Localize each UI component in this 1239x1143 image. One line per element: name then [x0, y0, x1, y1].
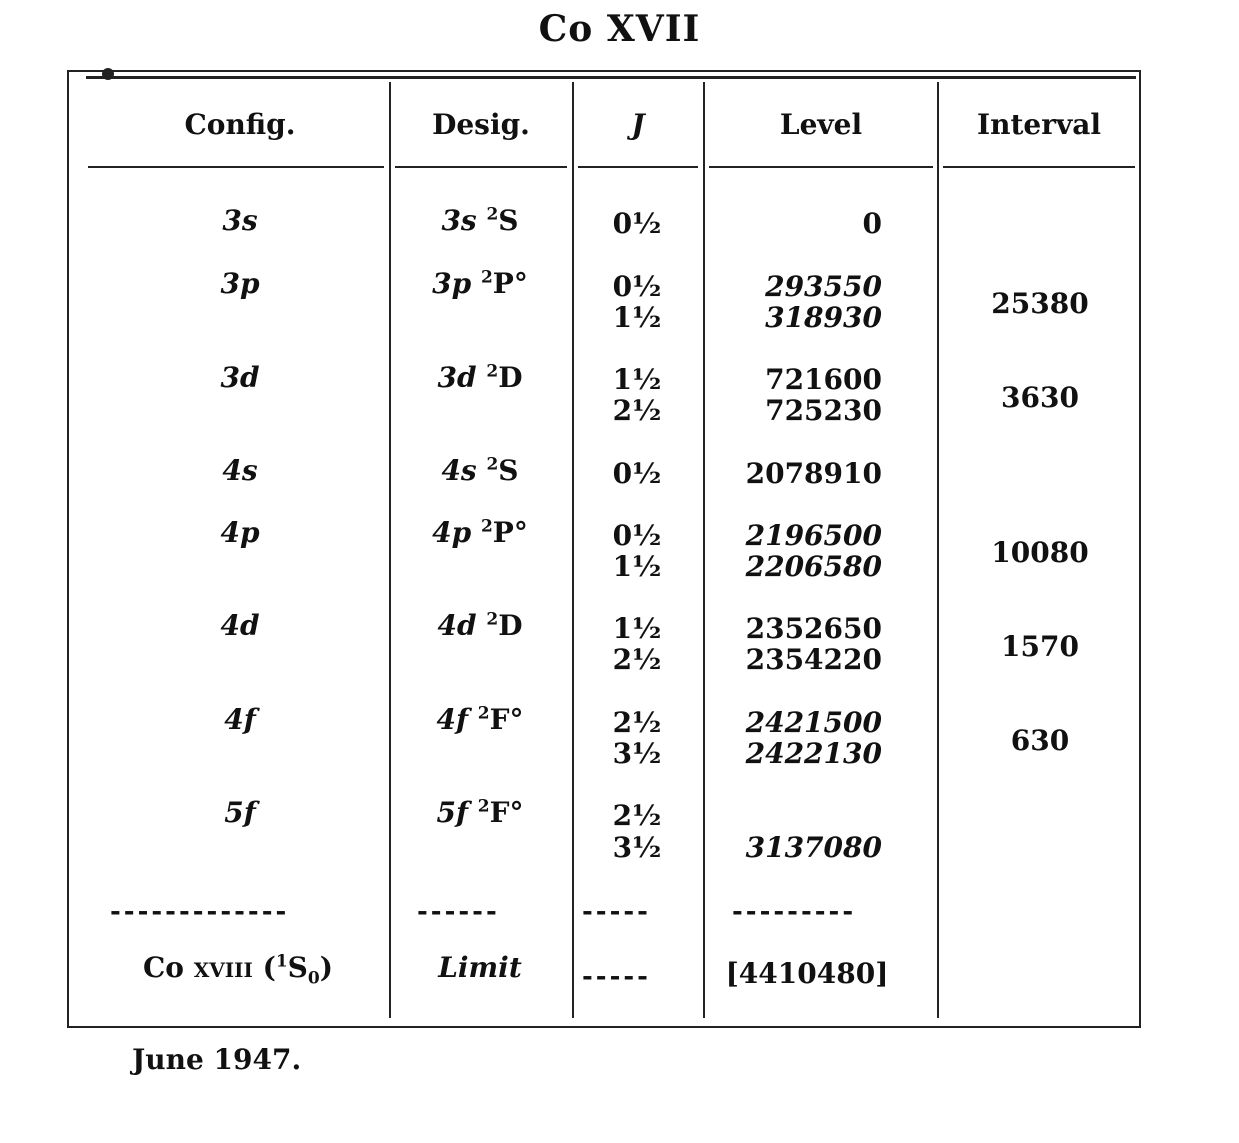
term-multiplicity: 2 — [477, 703, 490, 724]
level-value: 2206580 — [745, 550, 882, 583]
j-value: 2½ — [612, 643, 662, 676]
j-value: 3½ — [612, 831, 662, 864]
desig-config: 4f — [436, 703, 469, 736]
limit-term-multiplicity: 1 — [275, 951, 288, 972]
term-symbol: P° — [492, 267, 528, 300]
j-value: 0½ — [612, 207, 662, 240]
limit-element: Co — [143, 951, 184, 984]
config-cell: 3s — [222, 204, 258, 237]
j-value: 1½ — [612, 612, 662, 645]
limit-level: [4410480] — [725, 957, 889, 990]
level-value: 721600 — [765, 363, 882, 396]
column-divider — [572, 82, 574, 1018]
term-multiplicity: 2 — [486, 204, 499, 225]
limit-term: S — [287, 951, 308, 984]
term-multiplicity: 2 — [480, 516, 493, 537]
header-rule — [395, 166, 567, 168]
level-value: 2196500 — [745, 519, 882, 552]
header-interval: Interval — [976, 108, 1101, 141]
j-value: 0½ — [612, 519, 662, 552]
level-value: 2422130 — [745, 737, 882, 770]
ink-dot — [102, 68, 114, 80]
j-value: 2½ — [612, 394, 662, 427]
desig-config: 5f — [436, 796, 469, 829]
term-symbol: F° — [489, 796, 524, 829]
config-cell: 4p — [220, 516, 260, 549]
header-rule — [709, 166, 933, 168]
j-value: 1½ — [612, 301, 662, 334]
config-cell: 4s — [222, 454, 258, 487]
designation-cell — [395, 797, 565, 828]
j-value: 1½ — [612, 363, 662, 396]
j-value: 0½ — [612, 457, 662, 490]
title-element: Co — [538, 8, 594, 50]
header-rule — [578, 166, 698, 168]
header-rule — [943, 166, 1135, 168]
separator-j: ----- — [582, 897, 651, 927]
desig-config: 3s — [441, 204, 477, 237]
j-value: 1½ — [612, 550, 662, 583]
term-symbol: S — [498, 454, 519, 487]
config-cell: 3p — [220, 267, 260, 300]
header-config: Config. — [184, 108, 296, 141]
limit-term-subscript: 0 — [307, 968, 320, 989]
term-symbol: P° — [492, 516, 528, 549]
designation-cell — [395, 268, 565, 299]
designation-cell — [395, 205, 565, 236]
term-multiplicity: 2 — [477, 796, 490, 817]
desig-config: 4s — [441, 454, 477, 487]
interval-value: 25380 — [991, 287, 1089, 320]
header-level: Level — [779, 108, 863, 141]
config-cell: 4d — [220, 609, 260, 642]
term-multiplicity: 2 — [480, 267, 493, 288]
desig-config: 4d — [437, 609, 477, 642]
interval-value: 10080 — [991, 536, 1089, 569]
column-divider — [703, 82, 705, 1018]
config-cell: 5f — [224, 796, 256, 829]
separator-config: ------------- — [110, 897, 290, 927]
j-value: 2½ — [612, 706, 662, 739]
separator-level: --------- — [732, 897, 857, 927]
term-symbol: S — [498, 204, 519, 237]
level-value: 0 — [862, 207, 882, 240]
level-value: 2354220 — [745, 643, 882, 676]
level-value: 2352650 — [745, 612, 882, 645]
column-divider — [389, 82, 391, 1018]
table-title — [0, 8, 1239, 50]
title-ion: XVII — [606, 8, 701, 50]
limit-j: ----- — [582, 962, 651, 992]
config-cell: 4f — [224, 703, 256, 736]
separator-desig: ------ — [417, 897, 500, 927]
interval-value: 1570 — [1001, 630, 1079, 663]
desig-config: 3p — [432, 267, 472, 300]
limit-label: Limit — [438, 951, 522, 984]
limit-config: Co xviii $(^1S_0)$ — [143, 951, 333, 989]
term-symbol: D — [498, 361, 523, 394]
j-value: 0½ — [612, 270, 662, 303]
designation-cell — [395, 455, 565, 486]
top-rule — [86, 76, 1136, 79]
publication-date: June 1947. — [132, 1043, 302, 1076]
interval-value: 630 — [1010, 724, 1070, 757]
level-value: 318930 — [765, 301, 882, 334]
j-value: 2½ — [612, 799, 662, 832]
term-multiplicity: 2 — [486, 454, 499, 475]
level-value: 2078910 — [745, 457, 882, 490]
interval-value: 3630 — [1001, 381, 1079, 414]
designation-cell — [395, 517, 565, 548]
term-multiplicity: 2 — [486, 609, 499, 630]
level-value: 293550 — [765, 270, 882, 303]
limit-ion: xviii — [193, 951, 253, 984]
term-multiplicity: 2 — [486, 361, 499, 382]
header-desig: Desig. — [432, 108, 530, 141]
level-value: 2421500 — [745, 706, 882, 739]
level-value: 725230 — [765, 394, 882, 427]
config-cell: 3d — [220, 361, 260, 394]
designation-cell — [395, 704, 565, 735]
j-value: 3½ — [612, 737, 662, 770]
term-symbol: D — [498, 609, 523, 642]
designation-cell — [395, 610, 565, 641]
header-rule — [88, 166, 384, 168]
term-symbol: F° — [489, 703, 524, 736]
header-j: J — [631, 108, 645, 141]
desig-config: 4p — [432, 516, 472, 549]
desig-config: 3d — [437, 361, 477, 394]
column-divider — [937, 82, 939, 1018]
designation-cell — [395, 362, 565, 393]
level-value: 3137080 — [745, 831, 882, 864]
